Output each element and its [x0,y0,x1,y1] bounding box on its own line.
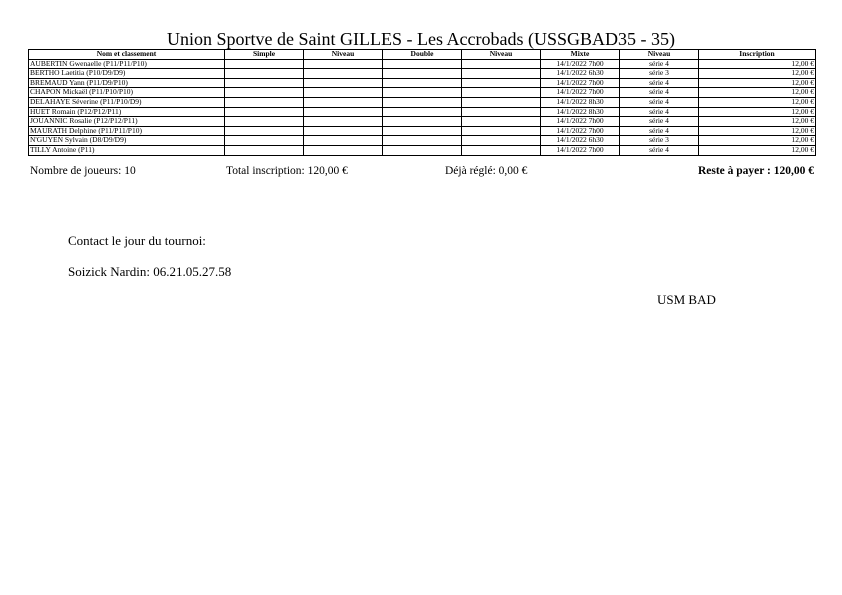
cell-niveau-simple [304,107,383,117]
cell-niveau-double [462,117,541,127]
cell-niveau-mixte: série 4 [620,97,699,107]
cell-simple [225,69,304,79]
cell-name: JOUANNIC Rosalie (P12/P12/P11) [29,117,225,127]
cell-niveau-double [462,59,541,69]
cell-niveau-double [462,107,541,117]
cell-name: MAURATH Delphine (P11/P11/P10) [29,126,225,136]
cell-mixte: 14/1/2022 7h00 [541,59,620,69]
cell-inscription: 12,00 € [699,69,816,79]
cell-simple [225,117,304,127]
cell-niveau-simple [304,88,383,98]
table-row [29,126,816,136]
header-niveau-simple: Niveau [304,50,383,60]
cell-niveau-mixte: série 4 [620,126,699,136]
cell-niveau-simple [304,69,383,79]
cell-niveau-simple [304,126,383,136]
cell-niveau-simple [304,136,383,146]
cell-mixte: 14/1/2022 7h00 [541,145,620,155]
cell-double [383,69,462,79]
table-row [29,59,816,69]
cell-niveau-simple [304,97,383,107]
cell-mixte: 14/1/2022 7h00 [541,126,620,136]
cell-name: AUBERTIN Gwenaelle (P11/P11/P10) [29,59,225,69]
cell-niveau-double [462,97,541,107]
header-niveau-double: Niveau [462,50,541,60]
cell-mixte: 14/1/2022 7h00 [541,88,620,98]
cell-double [383,78,462,88]
cell-double [383,117,462,127]
cell-mixte: 14/1/2022 6h30 [541,136,620,146]
header-simple: Simple [225,50,304,60]
cell-inscription: 12,00 € [699,78,816,88]
cell-simple [225,126,304,136]
header-niveau-mixte: Niveau [620,50,699,60]
table-row [29,78,816,88]
amount-remaining: Reste à payer : 120,00 € [697,165,814,177]
cell-niveau-double [462,136,541,146]
cell-double [383,136,462,146]
cell-inscription: 12,00 € [699,126,816,136]
cell-niveau-double [462,69,541,79]
header-name: Nom et classement [29,50,225,60]
cell-mixte: 14/1/2022 7h00 [541,78,620,88]
header-inscription: Inscription [699,50,816,60]
cell-name: BREMAUD Yann (P11/D9/P10) [29,78,225,88]
cell-inscription: 12,00 € [699,59,816,69]
cell-niveau-mixte: série 4 [620,88,699,98]
cell-inscription: 12,00 € [699,145,816,155]
cell-name: TILLY Antoine (P11) [29,145,225,155]
cell-mixte: 14/1/2022 7h00 [541,117,620,127]
document-title: Union Sportve de Saint GILLES - Les Accrobads (USSGBAD35 - 35) [167,29,675,49]
cell-niveau-double [462,145,541,155]
cell-niveau-simple [304,78,383,88]
cell-niveau-simple [304,117,383,127]
cell-double [383,145,462,155]
cell-double [383,59,462,69]
table-row [29,88,816,98]
cell-inscription: 12,00 € [699,136,816,146]
cell-name: HUET Romain (P12/P12/P11) [29,107,225,117]
cell-niveau-mixte: série 4 [620,78,699,88]
contact-person: Soizick Nardin: 06.21.05.27.58 [68,264,232,279]
registration-table [28,49,816,156]
cell-double [383,97,462,107]
header-double: Double [383,50,462,60]
cell-name: CHAPON Mickaël (P11/P10/P10) [29,88,225,98]
cell-inscription: 12,00 € [699,88,816,98]
cell-niveau-double [462,78,541,88]
table-row [29,117,816,127]
cell-niveau-mixte: série 4 [620,145,699,155]
cell-niveau-double [462,88,541,98]
cell-niveau-mixte: série 4 [620,117,699,127]
table-row [29,136,816,146]
total-inscription: Total inscription: 120,00 € [226,165,348,177]
cell-niveau-mixte: série 3 [620,69,699,79]
cell-mixte: 14/1/2022 8h30 [541,107,620,117]
contact-heading: Contact le jour du tournoi: [68,233,206,248]
cell-niveau-simple [304,59,383,69]
table-row [29,145,816,155]
amount-paid: Déjà réglé: 0,00 € [445,165,528,177]
table-row [29,69,816,79]
cell-simple [225,88,304,98]
cell-simple [225,78,304,88]
table-row [29,97,816,107]
cell-inscription: 12,00 € [699,117,816,127]
cell-simple [225,145,304,155]
cell-simple [225,136,304,146]
cell-name: N'GUYEN Sylvain (D8/D9/D9) [29,136,225,146]
cell-simple [225,107,304,117]
cell-niveau-double [462,126,541,136]
cell-double [383,107,462,117]
cell-double [383,88,462,98]
cell-double [383,126,462,136]
cell-niveau-mixte: série 4 [620,59,699,69]
cell-simple [225,59,304,69]
cell-inscription: 12,00 € [699,97,816,107]
table-row [29,107,816,117]
cell-simple [225,97,304,107]
cell-inscription: 12,00 € [699,107,816,117]
cell-name: DELAHAYE Séverine (P11/P10/D9) [29,97,225,107]
header-mixte: Mixte [541,50,620,60]
cell-niveau-simple [304,145,383,155]
cell-mixte: 14/1/2022 6h30 [541,69,620,79]
players-count: Nombre de joueurs: 10 [30,165,136,177]
cell-mixte: 14/1/2022 8h30 [541,97,620,107]
signature: USM BAD [657,292,716,307]
cell-niveau-mixte: série 3 [620,136,699,146]
cell-niveau-mixte: série 4 [620,107,699,117]
cell-name: BERTHO Laetitia (P10/D9/D9) [29,69,225,79]
table-header-row [29,50,816,60]
